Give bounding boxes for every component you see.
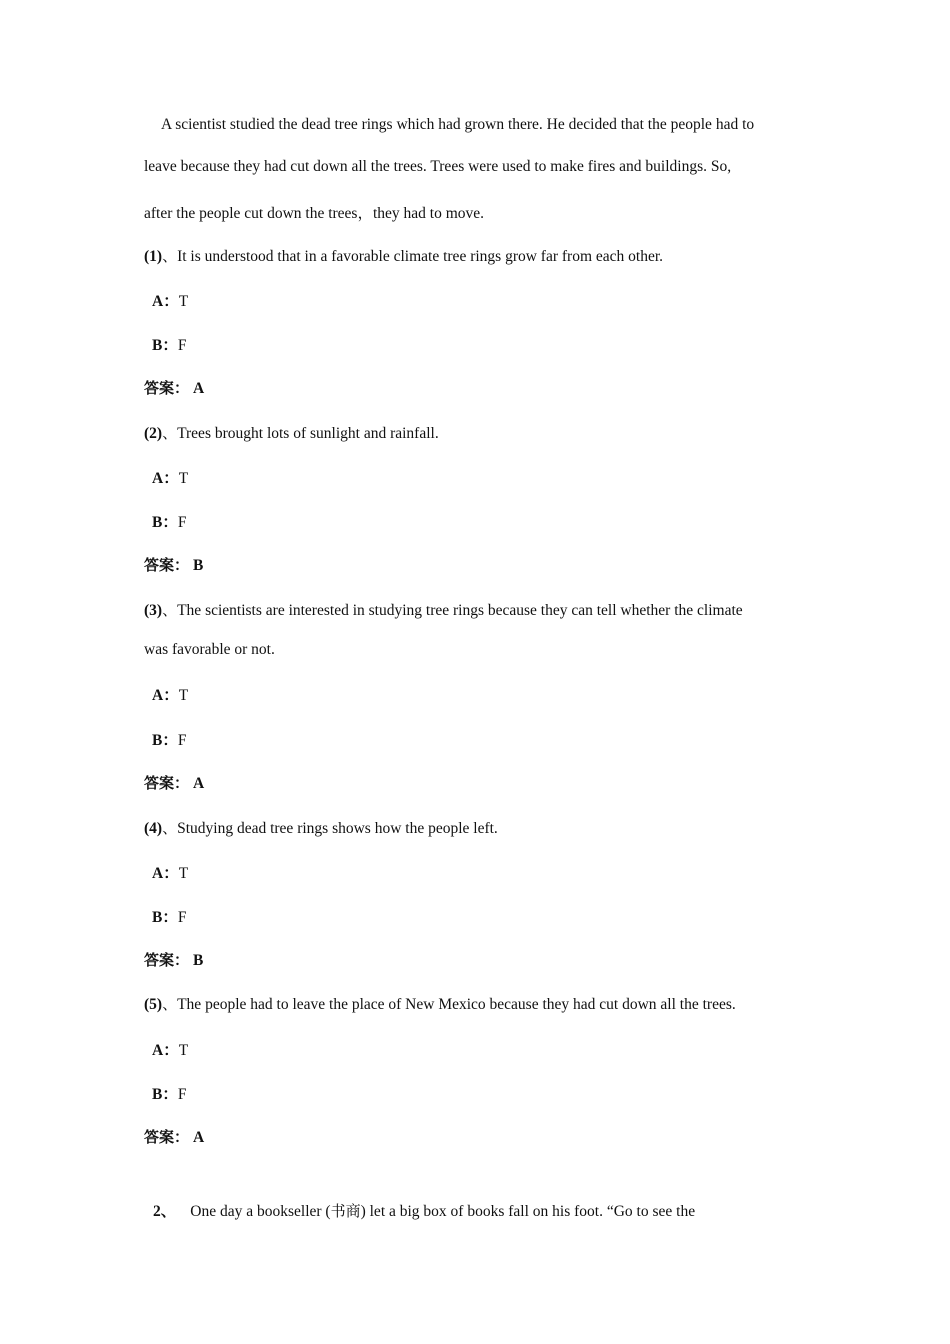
- option-label: B：: [152, 732, 178, 749]
- question-3-text-continued: was favorable or not.: [144, 641, 275, 658]
- section-cjk-word: 书商: [330, 1202, 361, 1220]
- question-number: (5): [144, 996, 163, 1013]
- option-label: A：: [152, 1042, 179, 1059]
- answer-label: 答案：: [144, 556, 190, 574]
- question-4-option-a: [152, 861, 188, 883]
- answer-label: 答案：: [144, 1128, 190, 1146]
- option-text: F: [177, 1086, 187, 1103]
- question-1-option-a: [152, 289, 188, 311]
- option-label: A：: [152, 687, 179, 704]
- passage-line-1: A scientist studied the dead tree rings which had grown there. He decided that the people had to: [161, 116, 755, 133]
- question-5: [144, 993, 736, 1014]
- question-5-answer: [144, 1126, 204, 1147]
- option-label: A：: [152, 470, 179, 487]
- option-text: T: [178, 293, 189, 310]
- question-number: (1): [144, 248, 163, 265]
- question-2: [144, 422, 439, 443]
- option-text: T: [178, 470, 189, 487]
- question-separator: 、: [162, 995, 178, 1013]
- question-5-option-b: [152, 1082, 186, 1104]
- passage-line-2: leave because they had cut down all the trees. Trees were used to make fires and buildings. So,: [144, 158, 732, 175]
- section-text-end: ) let a big box of books fall on his foot. “Go to see the: [360, 1203, 696, 1220]
- question-separator: 、: [162, 247, 178, 265]
- question-separator: 、: [162, 601, 178, 619]
- question-separator: 、: [162, 424, 178, 442]
- question-2-answer: [144, 554, 203, 575]
- option-label: B：: [152, 909, 178, 926]
- question-5-option-a: [152, 1038, 188, 1060]
- option-label: A：: [152, 293, 179, 310]
- option-text: F: [177, 909, 187, 926]
- answer-value: A: [193, 380, 205, 397]
- question-1-option-b: [152, 333, 186, 355]
- question-number: (4): [144, 820, 163, 837]
- question-4-answer: [144, 949, 203, 970]
- answer-label: 答案：: [144, 951, 190, 969]
- question-number: (2): [144, 425, 163, 442]
- question-text: Trees brought lots of sunlight and rainfall.: [177, 425, 439, 442]
- passage-line-3: after the people cut down the trees，they had to move.: [144, 205, 485, 222]
- option-label: A：: [152, 865, 179, 882]
- question-1-answer: [144, 377, 204, 398]
- question-text: The scientists are interested in studying tree rings because they can tell whether the climate: [177, 602, 743, 619]
- option-label: B：: [152, 337, 178, 354]
- question-text: Studying dead tree rings shows how the people left.: [177, 820, 498, 837]
- question-1: [144, 245, 663, 266]
- answer-value: A: [193, 1129, 205, 1146]
- question-separator: 、: [162, 819, 178, 837]
- answer-value: B: [193, 557, 204, 574]
- answer-label: 答案：: [144, 379, 190, 397]
- question-text: The people had to leave the place of New Mexico because they had cut down all the trees.: [177, 996, 736, 1013]
- question-text: It is understood that in a favorable climate tree rings grow far from each other.: [177, 248, 664, 265]
- option-text: F: [177, 732, 187, 749]
- question-3: [144, 599, 743, 620]
- question-4: [144, 817, 498, 838]
- section-2-intro: [153, 1199, 695, 1221]
- question-number: (3): [144, 602, 163, 619]
- question-2-option-a: [152, 466, 188, 488]
- section-number: 2、: [153, 1203, 177, 1220]
- option-text: T: [178, 865, 189, 882]
- option-text: F: [177, 337, 187, 354]
- option-label: B：: [152, 514, 178, 531]
- option-text: T: [178, 1042, 189, 1059]
- question-3-option-b: [152, 728, 186, 750]
- question-3-option-a: [152, 683, 188, 705]
- question-3-answer: [144, 772, 204, 793]
- option-label: B：: [152, 1086, 178, 1103]
- answer-label: 答案：: [144, 774, 190, 792]
- section-text-start: One day a bookseller (: [190, 1203, 331, 1220]
- option-text: F: [177, 514, 187, 531]
- question-4-option-b: [152, 905, 186, 927]
- answer-value: B: [193, 952, 204, 969]
- answer-value: A: [193, 775, 205, 792]
- option-text: T: [178, 687, 189, 704]
- question-2-option-b: [152, 510, 186, 532]
